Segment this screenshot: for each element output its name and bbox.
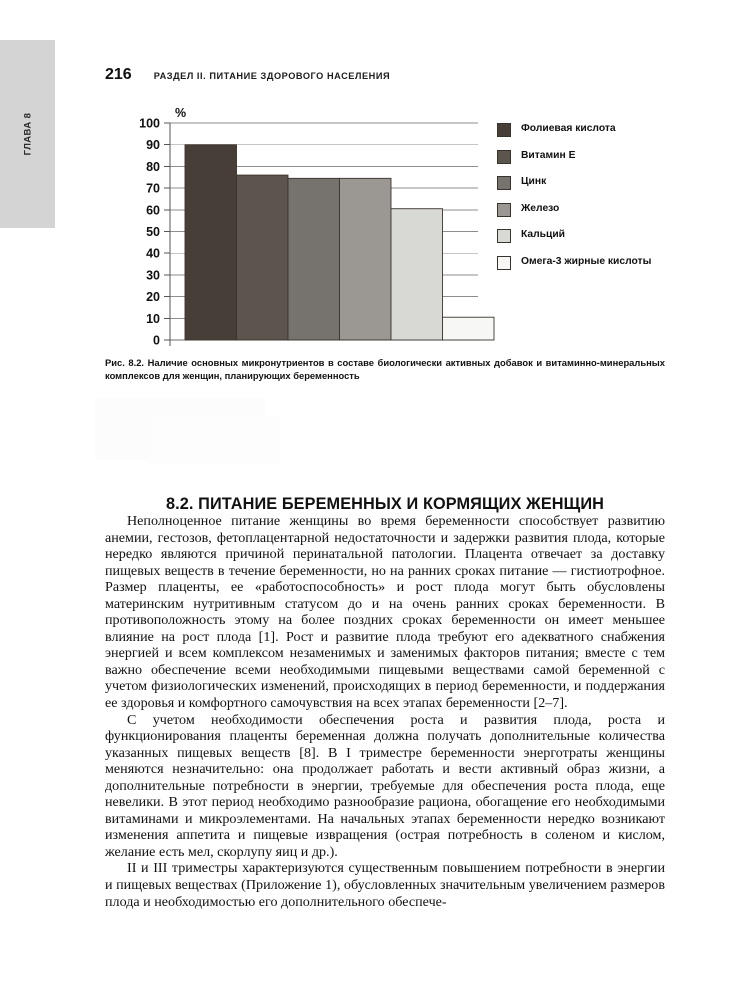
legend-swatch — [497, 176, 511, 190]
figure-caption — [105, 356, 665, 382]
legend-label: Кальций — [521, 229, 565, 240]
body-paragraph: Неполноценное питание женщины во время беременности способствует развитию анемии, гестозов, фетоплацентарной недостаточности и задержки развития плода, которые нередко являются причиной перинатальной патологии. Плацента отвечает за доставку пищевых веществ в течение беременности, но на ранних сроках питание — гистиотрофное. Размер плаценты, ее «работоспособность» и рост плода могут быть обусловлены материнским нутритивным статусом до и на очень ранних сроках беременности. В противоположность этому на более поздних сроках беременности он имеет меньшее влияние на рост плода [1]. Рост и развитие плода требуют его адекватного снабжения энергией и всем комплексом незаменимых и заменимых факторов питания; вместе с тем важно обеспечение всеми необходимыми пищевыми веществами самой беременной с учетом физиологических изменений, происходящих в период беременности, и поддержания ее здоровья и комфортного самочувствия на всех этапах беременности [2–7]. — [105, 513, 665, 712]
legend-swatch — [497, 123, 511, 137]
legend-item — [497, 149, 672, 164]
bar-chart — [105, 105, 500, 355]
legend-label: Железо — [521, 202, 560, 214]
chart-bar — [340, 178, 392, 340]
chart-svg — [105, 105, 500, 355]
chart-bar — [443, 317, 495, 340]
y-axis-tick-label: 60 — [146, 203, 160, 218]
y-axis-tick-label: 20 — [146, 290, 160, 305]
legend-item — [497, 255, 672, 270]
chart-bar — [185, 145, 237, 340]
legend-swatch — [497, 229, 511, 243]
figure-caption-number: Рис. 8.2. — [105, 357, 145, 368]
chart-legend — [497, 122, 672, 281]
legend-item — [497, 122, 672, 137]
chart-bar — [237, 175, 289, 340]
chapter-tab-label: ГЛАВА 8 — [22, 112, 33, 156]
y-axis-tick-label: 100 — [139, 116, 160, 131]
legend-label: Витамин Е — [521, 149, 576, 161]
figure-caption-text: Наличие основных микронутриентов в составе биологически активных добавок и витаминно-минеральных комплексов для женщин, планирующих беременность — [105, 357, 665, 382]
body-paragraph: С учетом необходимости обеспечения роста и развития плода, роста и функционирования плаценты беременная должна получать дополнительные количества указанных пищевых веществ [8]. В I триместре беременности энерготраты женщины меняются незначительно: она продолжает работать и вести активный образ жизни, а дополнительные потребности в энергии, требуемые для обеспечения роста плода, еще невелики. В этот период необходимо разнообразие рациона, обогащение его необходимыми витаминами и микроэлементами. На начальных этапах беременности нередко возникают изменения аппетита и пищевые извращения (острая потребность в соленом и кислом, желание есть мел, скорлупу яиц и др.). — [105, 711, 665, 860]
y-axis-tick-label: 40 — [146, 246, 160, 261]
legend-swatch — [497, 203, 511, 217]
y-axis-tick-label: 30 — [146, 268, 160, 283]
y-axis-tick-label: 80 — [146, 159, 160, 174]
legend-swatch — [497, 150, 511, 164]
running-head — [105, 66, 390, 84]
legend-swatch — [497, 256, 511, 270]
y-axis-tick-label: 90 — [146, 138, 160, 153]
chart-bar — [288, 178, 340, 340]
y-axis-tick-label: 70 — [146, 181, 160, 196]
legend-label: Фолиевая кислота — [521, 123, 616, 134]
body-paragraph: II и III триместры характеризуются существенным повышением потребности в энергии и пищевых веществах (Приложение 1), обусловленных значительным увеличением размеров плода и необходимостью его дополнительного обеспече- — [105, 860, 665, 910]
legend-item — [497, 202, 672, 217]
y-axis-tick-label: 10 — [146, 311, 160, 326]
body-text — [105, 513, 665, 910]
legend-item — [497, 175, 672, 190]
page-number: 216 — [105, 66, 132, 83]
legend-label: Цинк — [521, 176, 547, 187]
running-title: РАЗДЕЛ II. ПИТАНИЕ ЗДОРОВОГО НАСЕЛЕНИЯ — [153, 71, 391, 81]
figure-8-2 — [105, 105, 665, 395]
legend-label: Омега-3 жирные кислоты — [521, 255, 652, 267]
section-heading: 8.2. ПИТАНИЕ БЕРЕМЕННЫХ И КОРМЯЩИХ ЖЕНЩИН — [165, 494, 605, 513]
chapter-tab — [0, 40, 55, 228]
chart-bar — [391, 209, 443, 340]
y-axis-tick-label: 50 — [146, 225, 160, 239]
y-axis-tick-label: 0 — [153, 333, 160, 348]
page-watermark-smudge — [95, 398, 265, 460]
legend-item — [497, 228, 672, 243]
y-axis-unit-label: % — [175, 106, 187, 120]
